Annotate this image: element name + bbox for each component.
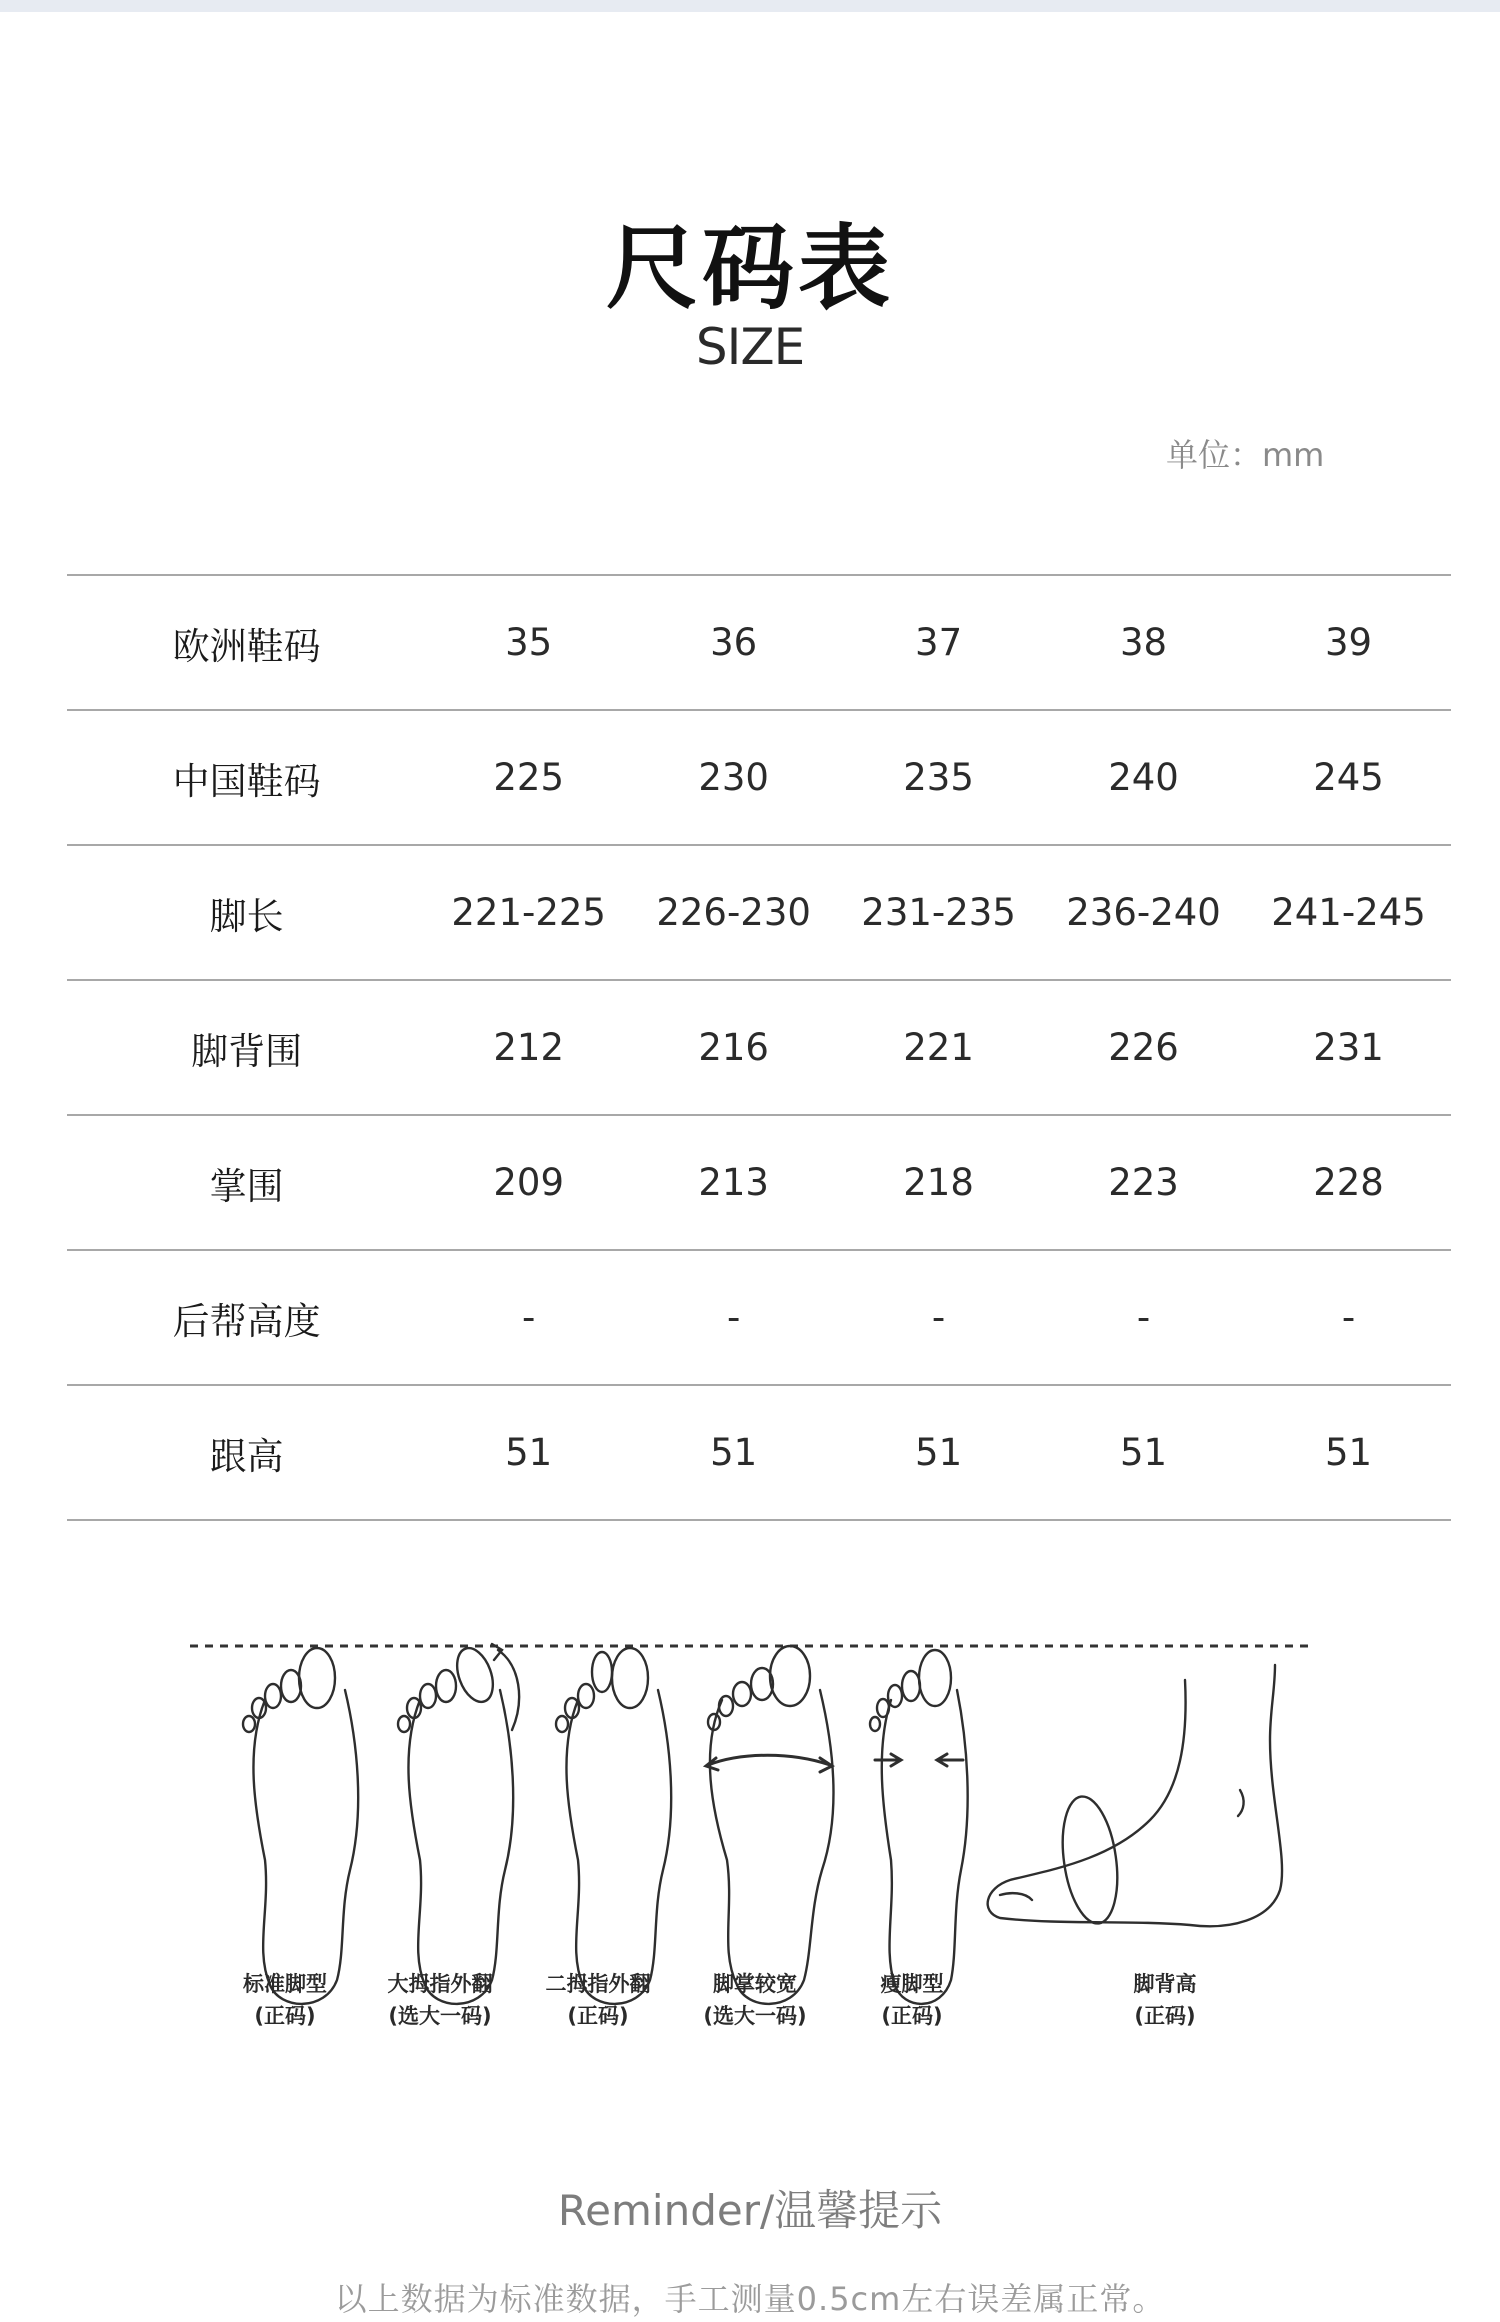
- foot-type-caption: [350, 1968, 530, 2032]
- foot-type-advice: (正码): [1134, 2004, 1196, 2028]
- table-cell: 51: [505, 1431, 553, 1474]
- table-cell: 236-240: [1066, 891, 1221, 934]
- table-cell: 213: [698, 1161, 769, 1204]
- table-cell: 209: [493, 1161, 564, 1204]
- row-label: 欧洲鞋码: [172, 624, 321, 668]
- second-toe-valgus-foot-icon: [556, 1648, 671, 2004]
- standard-foot-icon: [243, 1648, 358, 2004]
- measurement-note: 以上数据为标准数据，手工测量0.5cm左右误差属正常。: [334, 2280, 1166, 2318]
- table-cell: 51: [915, 1431, 963, 1474]
- table-row: [67, 1250, 1451, 1385]
- foot-type-advice: (选大一码): [388, 2004, 492, 2028]
- foot-type-name: 大拇指外翻: [387, 1972, 493, 1996]
- wide-foot-icon: [706, 1646, 833, 2004]
- foot-type-advice: (选大一码): [703, 2004, 807, 2028]
- table-cell: 226: [1108, 1026, 1179, 1069]
- table-cell: 231: [1313, 1026, 1384, 1069]
- foot-type-advice: (正码): [881, 2004, 943, 2028]
- table-cell: 216: [698, 1026, 769, 1069]
- foot-type-name: 瘦脚型: [880, 1972, 944, 1996]
- page-title: 尺码表: [605, 215, 894, 322]
- table-cell: 241-245: [1271, 891, 1426, 934]
- top-bar: [0, 0, 1500, 12]
- hallux-valgus-foot-icon: [398, 1643, 519, 2004]
- table-cell: 51: [710, 1431, 758, 1474]
- table-cell: 36: [710, 621, 758, 664]
- table-row: [67, 845, 1451, 980]
- table-row: [67, 710, 1451, 845]
- table-cell: 221-225: [451, 891, 606, 934]
- table-cell: 39: [1324, 621, 1373, 664]
- row-label: 后帮高度: [172, 1299, 321, 1343]
- table-cell: 230: [698, 756, 769, 799]
- foot-type-caption: [195, 1968, 375, 2032]
- foot-type-name: 二拇指外翻: [545, 1972, 651, 1996]
- table-cell: 212: [493, 1026, 564, 1069]
- row-label: 掌围: [209, 1164, 284, 1208]
- table-cell: 225: [493, 756, 564, 799]
- reminder-title: Reminder/温馨提示: [557, 2186, 943, 2235]
- table-cell: -: [931, 1296, 946, 1339]
- table-cell: 226-230: [656, 891, 811, 934]
- table-row: [67, 1385, 1451, 1520]
- table-cell: 38: [1119, 621, 1168, 664]
- size-table: [67, 574, 1451, 1521]
- unit-label: 单位：mm: [1166, 436, 1325, 474]
- foot-type-caption: [822, 1968, 1002, 2032]
- table-cell: 245: [1313, 756, 1384, 799]
- high-instep-foot-icon: [988, 1665, 1282, 1927]
- page-subtitle: SIZE: [695, 318, 805, 376]
- table-cell: 231-235: [861, 891, 1016, 934]
- foot-type-advice: (正码): [254, 2004, 316, 2028]
- table-cell: -: [1341, 1296, 1356, 1339]
- foot-type-name: 脚背高: [1133, 1972, 1197, 1996]
- table-cell: -: [522, 1296, 536, 1339]
- foot-type-caption: [1075, 1968, 1255, 2032]
- foot-type-caption: [508, 1968, 688, 2032]
- row-label: 中国鞋码: [172, 759, 321, 803]
- row-label: 脚背围: [191, 1029, 303, 1073]
- table-cell: 228: [1313, 1161, 1384, 1204]
- table-row: [67, 980, 1451, 1115]
- table-cell: 51: [1119, 1431, 1168, 1474]
- slim-foot-icon: [870, 1650, 968, 2004]
- table-cell: 218: [903, 1161, 974, 1204]
- row-label: 脚长: [209, 894, 284, 938]
- foot-type-name: 脚掌较宽: [713, 1972, 797, 1996]
- table-cell: -: [726, 1296, 741, 1339]
- foot-type-caption: [665, 1968, 845, 2032]
- table-cell: 223: [1108, 1161, 1179, 1204]
- table-row: [67, 575, 1451, 710]
- table-row: [67, 1115, 1451, 1250]
- table-cell: 235: [903, 756, 974, 799]
- table-cell: 51: [1324, 1431, 1373, 1474]
- row-label: 跟高: [209, 1434, 284, 1478]
- table-cell: 37: [915, 621, 963, 664]
- table-cell: 240: [1108, 756, 1179, 799]
- foot-type-name: 标准脚型: [243, 1972, 327, 1996]
- table-cell: -: [1136, 1296, 1151, 1339]
- foot-type-advice: (正码): [567, 2004, 629, 2028]
- table-cell: 35: [505, 621, 553, 664]
- table-cell: 221: [903, 1026, 974, 1069]
